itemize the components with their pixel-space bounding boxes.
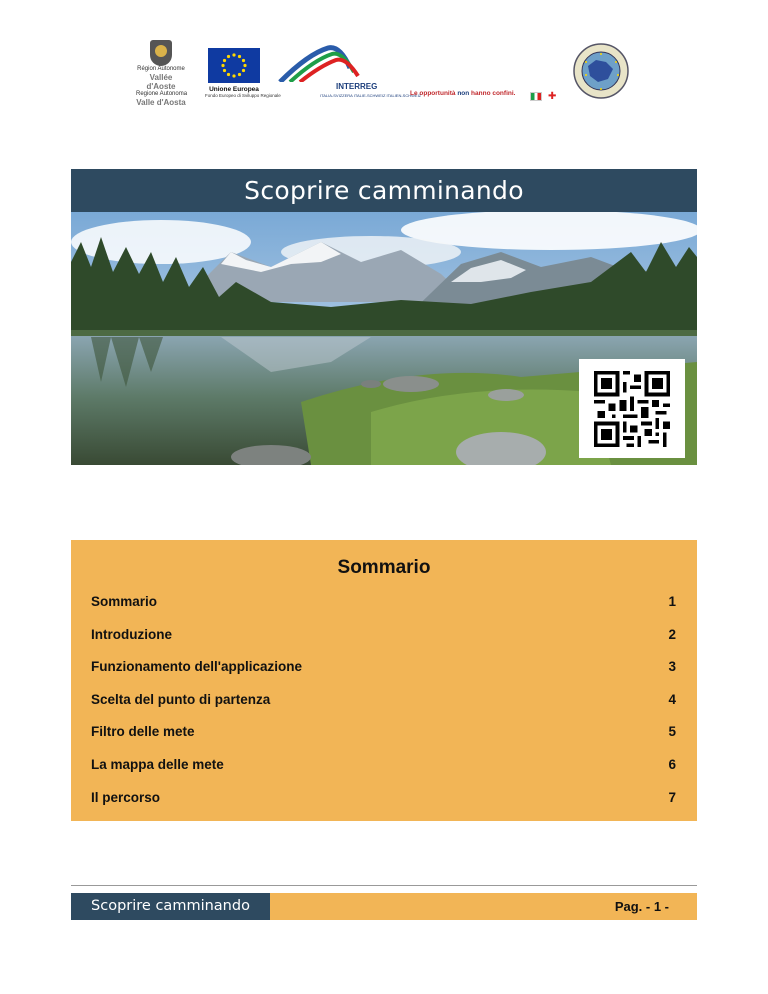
toc-entry-filtro[interactable]: Filtro delle mete 5 bbox=[91, 724, 676, 740]
partner-logos bbox=[130, 38, 630, 108]
interreg-name: INTERREG bbox=[336, 82, 378, 91]
eu-logo bbox=[205, 48, 281, 98]
slogan: Le opportunità non hanno confini. bbox=[410, 90, 516, 97]
alpine-lake-photo bbox=[71, 212, 697, 465]
region-line-it: Regione Autonoma bbox=[136, 91, 188, 97]
school-seal-icon bbox=[572, 42, 630, 100]
toc-list bbox=[91, 594, 676, 822]
country-flags bbox=[530, 88, 557, 106]
toc-entry-partenza[interactable]: Scelta del punto di partenza 4 bbox=[91, 691, 676, 707]
cover-title: Scoprire camminando bbox=[71, 169, 697, 212]
toc-entry-sommario[interactable]: Sommario 1 bbox=[91, 594, 676, 609]
swiss-flag-icon: ✚ bbox=[548, 91, 557, 103]
eu-fund: Fondo Europeo di Sviluppo Regionale bbox=[205, 93, 281, 98]
toc-entry-mappa[interactable]: La mappa delle mete 6 bbox=[91, 756, 676, 772]
toc-entry-percorso[interactable]: Il percorso 7 bbox=[91, 789, 676, 805]
eu-name: Unione Europea bbox=[209, 86, 259, 93]
region-line-fr: Région Autonome bbox=[137, 66, 185, 72]
italy-flag-icon bbox=[530, 92, 542, 101]
interreg-logo bbox=[278, 42, 422, 100]
page-number: Pag. - 1 - bbox=[614, 899, 669, 914]
qr-code-icon[interactable] bbox=[579, 359, 685, 458]
footer-divider bbox=[71, 885, 697, 886]
eu-flag-icon bbox=[208, 48, 260, 83]
interreg-sub: ITALIA-SVIZZERA ITALIE-SCHWEIZ ITALIEN-SCHWEIZ bbox=[320, 93, 422, 98]
region-logo bbox=[136, 40, 186, 107]
footer-brand: Scoprire camminando bbox=[71, 893, 270, 920]
region-name-it: Valle d'Aosta bbox=[136, 98, 186, 107]
summary-title: Sommario bbox=[337, 557, 431, 578]
toc-entry-funzionamento[interactable]: Funzionamento dell'applicazione 3 bbox=[91, 659, 676, 675]
toc-entry-introduzione[interactable]: Introduzione 2 bbox=[91, 626, 676, 642]
regional-crest-icon bbox=[150, 40, 172, 66]
interreg-swoosh-icon bbox=[278, 42, 413, 82]
page-footer bbox=[71, 893, 697, 920]
region-name-fr: Vallée d'Aoste bbox=[146, 73, 176, 91]
table-of-contents bbox=[71, 540, 697, 821]
